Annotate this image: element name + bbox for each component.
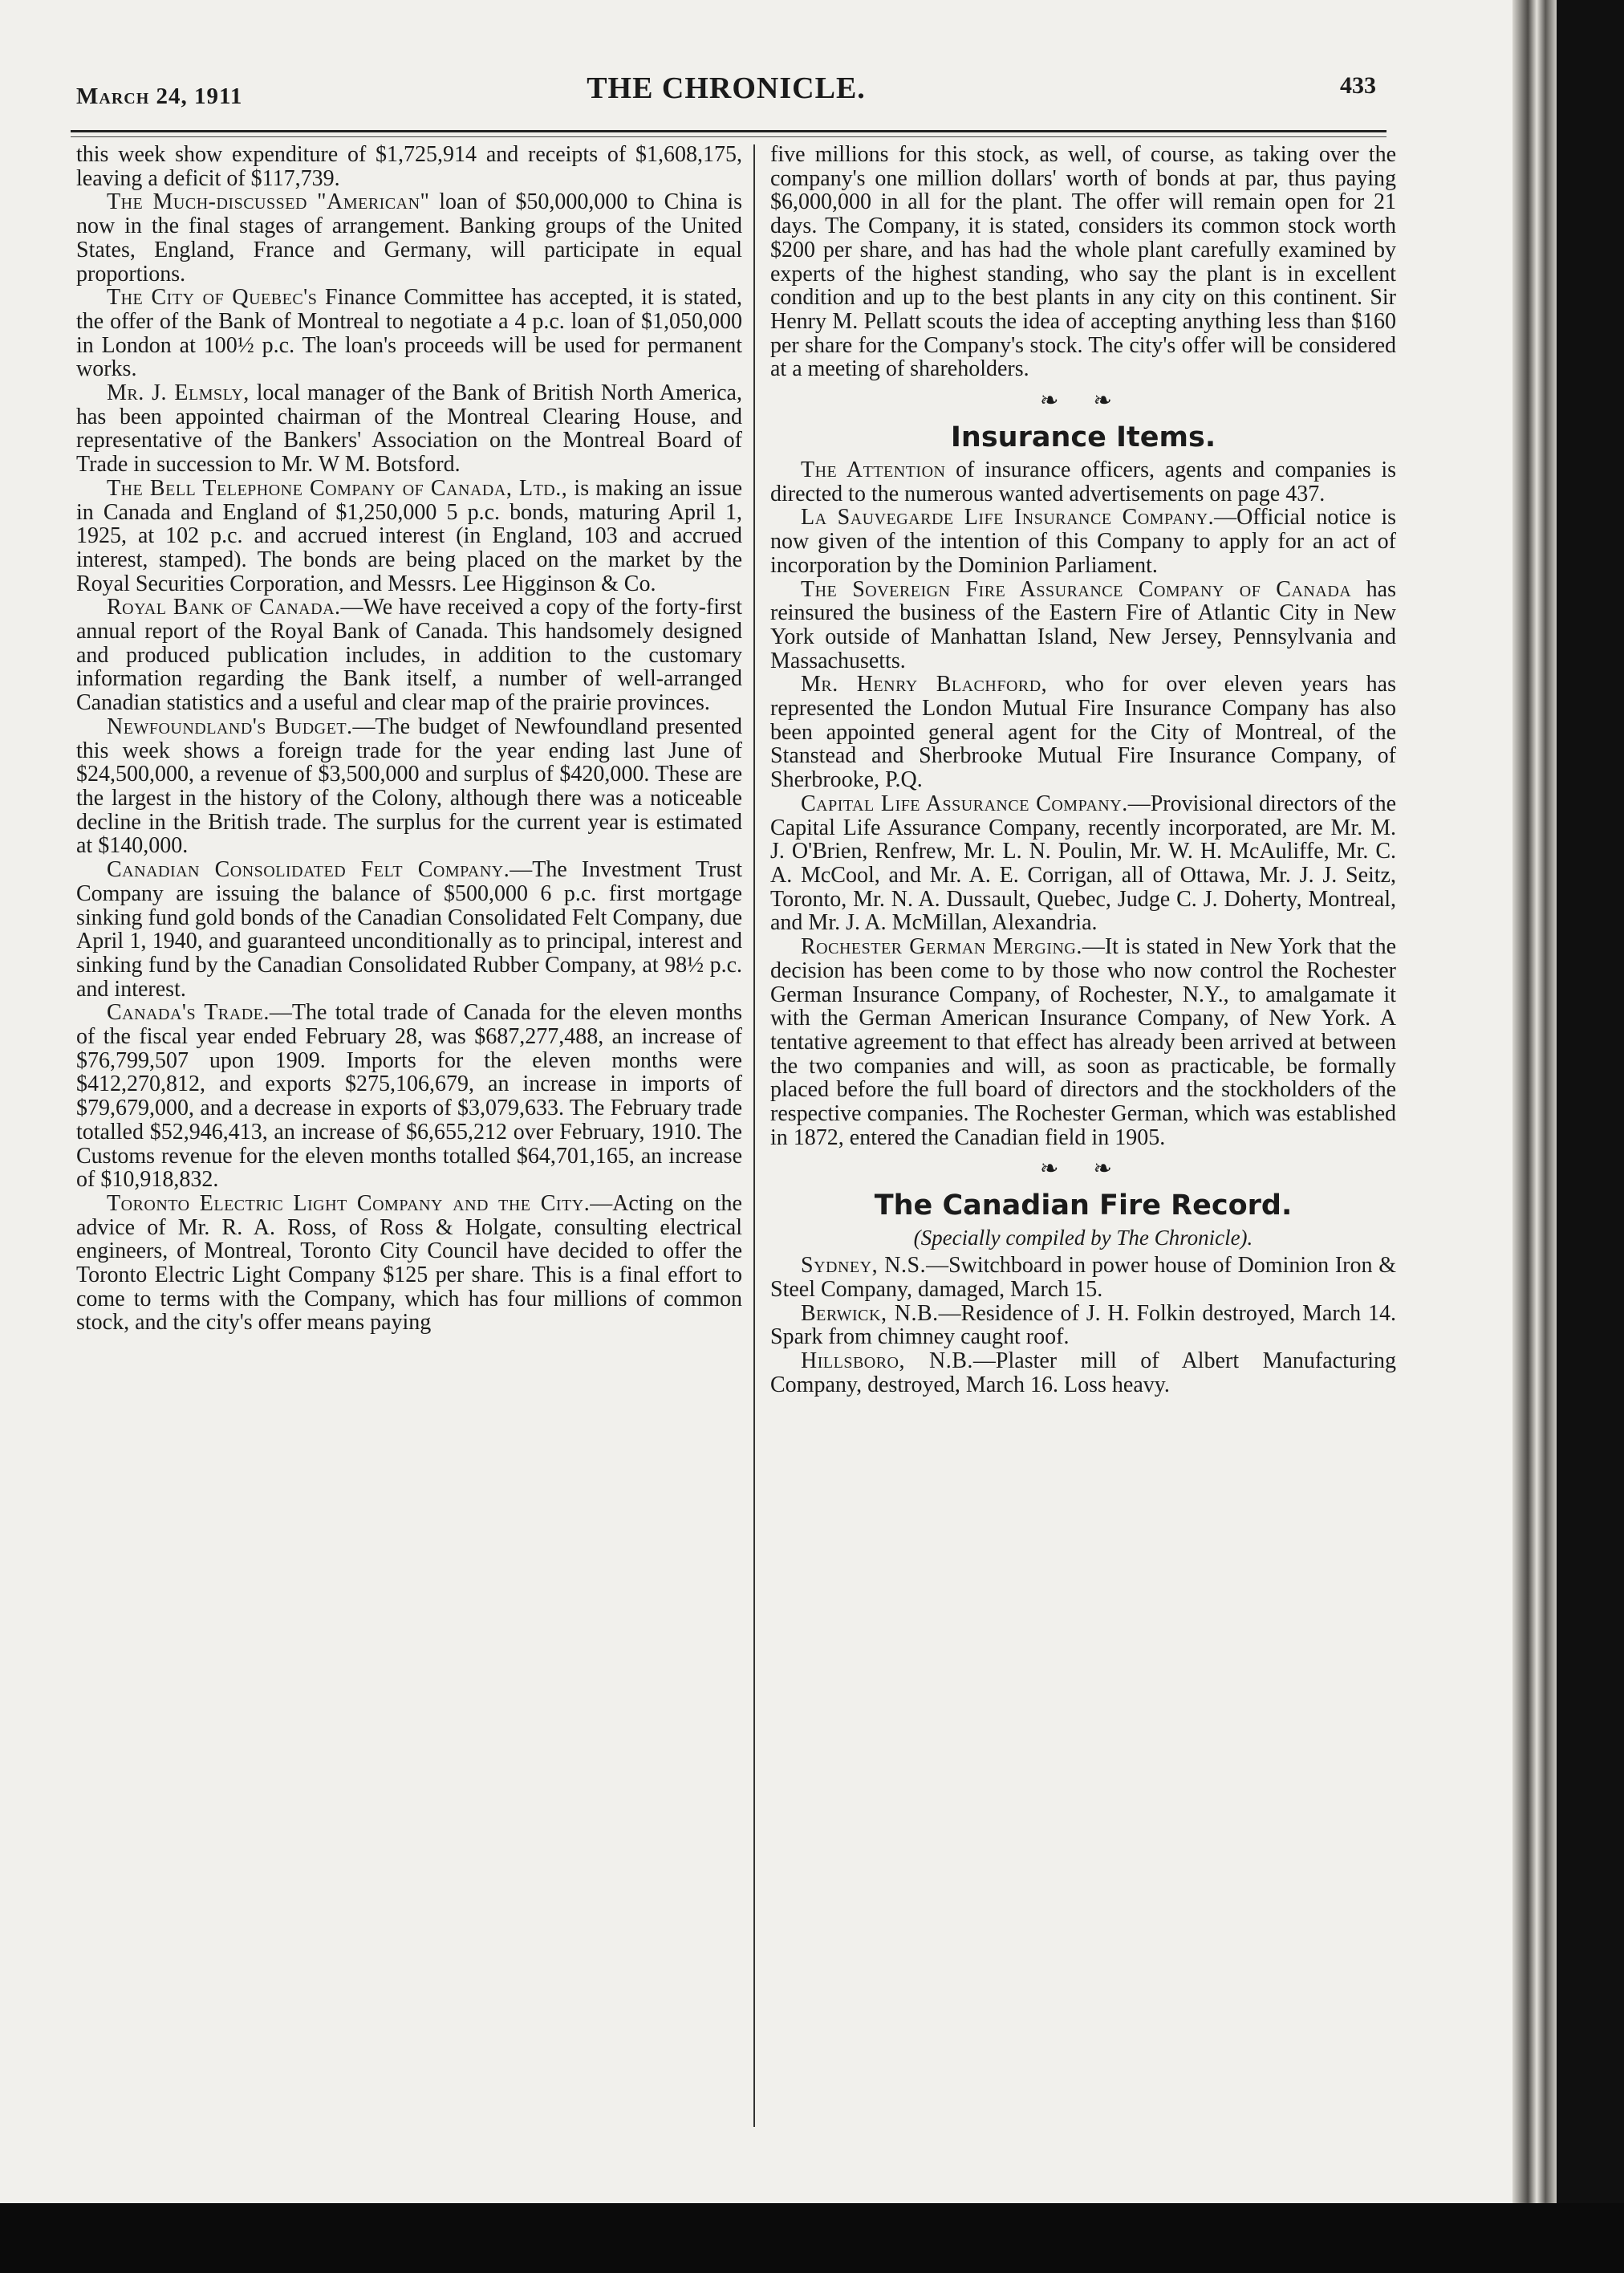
article-paragraph: Royal Bank of Canada.—We have received a copy of the forty-first annual report of the Royal Bank of Canada. This handsomely designed and produced publication includes, in addition to the customary information regarding the Bank itself, a number of well-arranged Canadian statistics and a useful and clear map of the prairie provinces.: [76, 595, 742, 716]
article-paragraph: Newfoundland's Budget.—The budget of Newfoundland presented this week shows a foreign trade for the year ending last June of $24,500,000, a revenue of $3,500,000 and surplus of $420,000. These are the largest in the history of the Colony, although there was a noticeable decline in the British trade. The surplus for the current year is estimated at $140,000.: [76, 714, 742, 859]
section-subheading: (Specially compiled by The Chronicle).: [913, 1226, 1253, 1250]
article-paragraph: Mr. J. Elmsly, local manager of the Bank of British North America, has been appointed chairman of the Montreal Clearing House, and representative of the Bankers' Association on the Montreal Board of Trade in succession to Mr. W M. Botsford.: [76, 380, 742, 478]
fire-record-item: Sydney, N.S.—Switchboard in power house of Dominion Iron & Steel Company, damaged, March 15.: [770, 1253, 1396, 1302]
article-paragraph: Canadian Consolidated Felt Company.—The Investment Trust Company are issuing the balance of $500,000 6 p.c. first mortgage sinking fund gold bonds of the Canadian Consolidated Felt Company, due April 1, 1940, and guaranteed unconditionally as to principal, interest and sinking fund by the Canadian Consolidated Rubber Company, at 98½ p.c. and interest.: [76, 857, 742, 1002]
left-column: [76, 143, 742, 1335]
article-paragraph: Mr. Henry Blachford, who for over eleven years has represented the London Mutual Fire Insurance Company has also been appointed general agent for the City of Montreal, of the Stanstead and Sherbrooke Mutual Fire Insurance Company, of Sherbrooke, P.Q.: [770, 672, 1397, 793]
article-paragraph: Rochester German Merging.—It is stated in New York that the decision has been come to by those who now control the Rochester German Insurance Company, of Rochester, N.Y., to amalgamate it with the German American Insurance Company, of New York. A tentative agreement to that effect has already been arrived at between the two companies and will, as soon as practicable, be formally placed before the full board of directors and the stockholders of the respective companies. The Rochester German, which was established in 1872, entered the Canadian field in 1905.: [770, 934, 1396, 1150]
article-paragraph: this week show expenditure of $1,725,914 and receipts of $1,608,175, leaving a deficit of $117,739.: [76, 142, 742, 191]
section-ornament: ❧ ❧: [1040, 1157, 1127, 1182]
right-column: [770, 143, 1396, 1397]
header-rule-thin: [71, 136, 1386, 137]
article-paragraph: The Attention of insurance officers, agents and companies is directed to the numerous wanted advertisements on page 437.: [770, 457, 1396, 506]
publication-title: THE CHRONICLE.: [587, 71, 866, 105]
page-number: 433: [1340, 72, 1376, 99]
book-spine: [1512, 0, 1557, 2203]
article-paragraph: The Bell Telephone Company of Canada, Ltd., is making an issue in Canada and England of $1,250,000 5 p.c. bonds, maturing April 1, 1925, at 102 p.c. and accrued interest (in England, 103 and accrued interest, stamped). The bonds are being placed on the market by the Royal Securities Corporation, and Messrs. Lee Higginson & Co.: [76, 475, 743, 596]
article-paragraph: The City of Quebec's Finance Committee has accepted, it is stated, the offer of the Bank of Montreal to negotiate a 4 p.c. loan of $1,050,000 in London at 100½ p.c. The loan's proceeds will be used for permanent works.: [76, 285, 742, 382]
header-rule: [71, 130, 1386, 132]
scan-border-bottom: [0, 2203, 1624, 2273]
article-paragraph: The Much-discussed "American" loan of $50,000,000 to China is now in the final stages of arrangement. Banking groups of the United States, England, France and Germany, will participate in equal proportions.: [76, 189, 742, 287]
column-divider: [753, 144, 755, 2127]
issue-date: March 24, 1911: [76, 83, 243, 109]
scan-border-right: [1557, 0, 1624, 2273]
article-paragraph: The Sovereign Fire Assurance Company of Canada has reinsured the business of the Eastern Fire of Atlantic City in New York outside of Manhattan Island, New Jersey, Pennsylvania and Massachusetts.: [770, 576, 1397, 673]
fire-record-item: Berwick, N.B.—Residence of J. H. Folkin destroyed, March 14. Spark from chimney caught roof.: [770, 1300, 1396, 1350]
article-paragraph: Capital Life Assurance Company.—Provisional directors of the Capital Life Assurance Company, recently incorporated, are Mr. M. J. O'Brien, Renfrew, Mr. L. N. Poulin, Mr. W. H. McAuliffe, Mr. C. A. McCool, and Mr. A. E. Corrigan, all of Ottawa, Mr. J. J. Seitz, Toronto, Mr. N. A. Dussault, Quebec, Judge C. J. Doherty, Montreal, and Mr. J. A. McMillan, Alexandria.: [770, 791, 1396, 936]
running-header: [76, 71, 1376, 119]
article-paragraph: La Sauvegarde Life Insurance Company.—Official notice is now given of the intention of this Company to apply for an act of incorporation by the Dominion Parliament.: [770, 505, 1397, 578]
article-paragraph: Toronto Electric Light Company and the City.—Acting on the advice of Mr. R. A. Ross, of Ross & Holgate, consulting electrical engineers, of Montreal, Toronto City Council have decided to offer the Toronto Electric Light Company $125 per share. This is a final effort to come to terms with the Company, which has four millions of common stock, and the city's offer means paying: [76, 1190, 742, 1336]
article-paragraph: Canada's Trade.—The total trade of Canada for the eleven months of the fiscal year ended February 28, was $687,277,488, an increase of $76,799,507 upon 1909. Imports for the eleven months were $412,270,812, and exports $275,106,679, an increase in imports of $79,679,000, and a decrease in exports of $3,079,633. The February trade totalled $52,946,413, an increase of $6,655,212 over February, 1910. The Customs revenue for the eleven months totalled $64,701,165, an increase of $10,918,832.: [76, 1000, 742, 1193]
article-paragraph: five millions for this stock, as well, of course, as taking over the company's one million dollars' worth of bonds at par, thus paying $6,000,000 in all for the plant. The offer will remain open for 21 days. The Company, it is stated, considers its common stock worth $200 per share, and has had the whole plant carefully examined by experts of the highest standing, who say the plant is in excellent condition and up to the best plants in any city on this continent. Sir Henry M. Pellatt scouts the idea of accepting anything less than $160 per share for the Company's stock. The city's offer will be considered at a meeting of shareholders.: [770, 142, 1396, 382]
fire-record-item: Hillsboro, N.B.—Plaster mill of Albert Manufacturing Company, destroyed, March 16. Loss heavy.: [770, 1348, 1396, 1397]
section-heading-insurance: Insurance Items.: [950, 421, 1216, 454]
section-ornament: ❧ ❧: [1040, 388, 1127, 414]
section-heading-fire-record: The Canadian Fire Record.: [874, 1189, 1293, 1222]
